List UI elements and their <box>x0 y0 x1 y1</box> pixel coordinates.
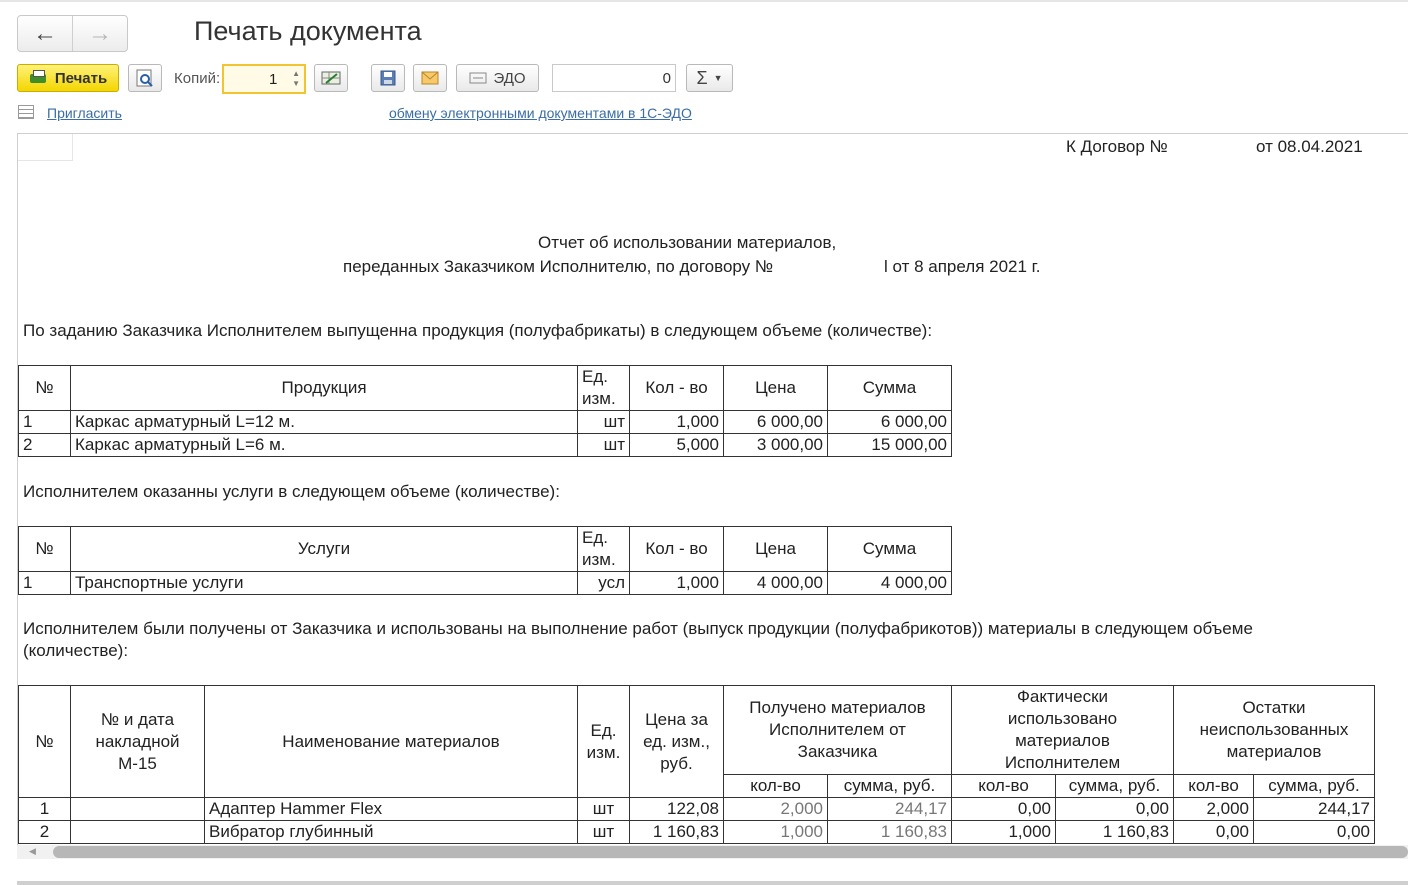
row-used-sum: 1 160,83 <box>1056 821 1174 844</box>
navigation-buttons <box>17 15 128 52</box>
save-button[interactable] <box>371 64 405 92</box>
subheader-rest-sum: сумма, руб. <box>1254 775 1375 798</box>
header-received-line3: Заказчика <box>797 742 878 761</box>
header-no: № <box>19 686 71 798</box>
row-no: 1 <box>19 572 71 595</box>
table-row <box>19 572 952 595</box>
header-used-line2: использовано <box>1007 709 1118 728</box>
header-qty: Кол - во <box>630 527 724 572</box>
row-received-sum: 1 160,83 <box>828 821 952 844</box>
report-heading-line2-date: l от 8 апреля 2021 г. <box>884 257 1041 276</box>
row-sum: 4 000,00 <box>828 572 952 595</box>
copies-input[interactable] <box>222 64 306 94</box>
horizontal-scrollbar[interactable] <box>17 845 1408 859</box>
row-name: Транспортные услуги <box>71 572 578 595</box>
sum-field[interactable]: 0 <box>552 64 676 92</box>
report-heading-line1: Отчет об использовании материалов, <box>538 233 837 252</box>
header-services: Услуги <box>71 527 578 572</box>
header-product: Продукция <box>71 366 578 411</box>
contract-reference: К Договор № <box>1066 137 1168 156</box>
subheader-received-sum: сумма, руб. <box>828 775 952 798</box>
paragraph-materials-line2: (количестве): <box>23 641 129 660</box>
row-qty: 1,000 <box>630 572 724 595</box>
sum-menu-button[interactable] <box>686 64 733 92</box>
floppy-disk-icon <box>380 70 396 86</box>
print-button-label: Печать <box>54 69 108 87</box>
row-sum: 15 000,00 <box>828 434 952 457</box>
row-used-sum: 0,00 <box>1056 798 1174 821</box>
sigma-icon: Σ <box>696 67 708 88</box>
row-price: 1 160,83 <box>630 821 724 844</box>
row-no: 1 <box>19 411 71 434</box>
table-header-row <box>19 366 952 411</box>
header-sum: Сумма <box>828 527 952 572</box>
table-header-row <box>19 527 952 572</box>
row-price: 3 000,00 <box>724 434 828 457</box>
row-unit: шт <box>578 798 630 821</box>
page-title: Печать документа <box>194 16 422 46</box>
row-unit: усл <box>578 572 630 595</box>
header-unit-line2: изм. <box>582 550 616 569</box>
subheader-received-qty: кол-во <box>724 775 828 798</box>
envelope-icon <box>421 71 439 85</box>
header-material-name: Наименование материалов <box>205 686 578 798</box>
row-received-sum: 244,17 <box>828 798 952 821</box>
subheader-used-sum: сумма, руб. <box>1056 775 1174 798</box>
row-used-qty: 0,00 <box>952 798 1056 821</box>
row-rest-qty: 0,00 <box>1174 821 1254 844</box>
table-row <box>19 434 952 457</box>
header-unit: Ед. <box>582 367 608 386</box>
scrollbar-thumb[interactable] <box>53 846 1408 858</box>
dropdown-icon: ▼ <box>713 73 723 83</box>
paragraph-materials: Исполнителем были получены от Заказчика и использованы на выполнение работ (выпуск продукции (полуфабрикотов)) материалы в следующем объеме <box>23 619 1253 638</box>
row-name: Каркас арматурный L=12 м. <box>71 411 578 434</box>
invite-icon <box>18 105 34 119</box>
spinner-icon[interactable]: ▲ ▼ <box>292 69 300 88</box>
back-arrow-icon[interactable]: ← <box>33 19 57 47</box>
header-price-line2: ед. изм., <box>643 731 710 751</box>
printer-icon <box>29 70 47 86</box>
row-rest-sum: 0,00 <box>1254 821 1375 844</box>
header-waybill-line2: накладной <box>95 731 180 751</box>
header-price: Цена <box>724 527 828 572</box>
edit-table-icon <box>321 70 341 86</box>
edo-button[interactable] <box>456 64 539 92</box>
header-waybill: № и дата <box>100 709 175 729</box>
report-heading-line2: переданных Заказчиком Исполнителю, по договору № <box>343 257 774 276</box>
window-top-border <box>0 0 1408 2</box>
paragraph-products: По заданию Заказчика Исполнителем выпущенна продукция (полуфабрикаты) в следующем объеме (количестве): <box>23 321 933 340</box>
send-email-button[interactable] <box>413 64 447 92</box>
contract-date: от 08.04.2021 <box>1256 137 1363 156</box>
subheader-used-qty: кол-во <box>952 775 1056 798</box>
table-row <box>19 798 1375 821</box>
header-no: № <box>19 527 71 572</box>
materials-table <box>18 685 1375 844</box>
header-received-line2: Исполнителем от <box>769 720 906 739</box>
header-no: № <box>19 366 71 411</box>
edo-exchange-link[interactable]: обмену электронными документами в 1С-ЭДО <box>389 105 692 121</box>
header-used-line3: материалов <box>1015 731 1110 750</box>
document-corner-cell <box>18 134 73 161</box>
row-unit: шт <box>578 821 630 844</box>
table-row <box>19 411 952 434</box>
window-bottom-border <box>17 881 1408 885</box>
row-name: Каркас арматурный L=6 м. <box>71 434 578 457</box>
header-used: Фактически <box>1016 687 1109 706</box>
row-rest-qty: 2,000 <box>1174 798 1254 821</box>
copies-value: 1 <box>269 71 278 88</box>
row-no: 2 <box>19 434 71 457</box>
row-name: Вибратор глубинный <box>205 821 578 844</box>
header-used-line4: Исполнителем <box>1004 753 1121 772</box>
header-unit-line2: изм. <box>582 389 616 408</box>
row-received-qty: 2,000 <box>724 798 828 821</box>
services-table <box>18 526 952 595</box>
row-qty: 1,000 <box>630 411 724 434</box>
header-unit: Ед. <box>590 720 617 740</box>
row-price: 122,08 <box>630 798 724 821</box>
row-unit: шт <box>578 411 630 434</box>
header-rest-line2: неиспользованных <box>1199 720 1349 739</box>
row-no: 1 <box>19 798 71 821</box>
header-qty: Кол - во <box>630 366 724 411</box>
subheader-rest-qty: кол-во <box>1174 775 1254 798</box>
row-qty: 5,000 <box>630 434 724 457</box>
header-received: Получено материалов <box>749 698 926 717</box>
row-unit: шт <box>578 434 630 457</box>
print-button[interactable] <box>17 64 119 92</box>
header-sum: Сумма <box>828 366 952 411</box>
forward-arrow-icon[interactable]: → <box>72 16 127 51</box>
header-rest: Остатки <box>1242 698 1306 717</box>
header-unit: Ед. <box>582 528 608 547</box>
document-area[interactable] <box>17 133 1408 845</box>
header-unit-line2: изм. <box>586 742 621 762</box>
invite-link[interactable]: Пригласить <box>47 105 122 121</box>
preview-magnifier-icon <box>136 69 154 87</box>
header-price: Цена <box>724 366 828 411</box>
header-price-line3: руб. <box>660 753 693 773</box>
header-price: Цена за <box>645 709 708 729</box>
scroll-left-icon[interactable]: ◀ <box>29 846 36 856</box>
edo-icon <box>469 72 487 84</box>
row-sum: 6 000,00 <box>828 411 952 434</box>
row-waybill <box>71 821 205 844</box>
table-header-row <box>19 686 1375 775</box>
row-used-qty: 1,000 <box>952 821 1056 844</box>
row-rest-sum: 244,17 <box>1254 798 1375 821</box>
table-row <box>19 821 1375 844</box>
row-price: 6 000,00 <box>724 411 828 434</box>
preview-button[interactable] <box>128 64 162 92</box>
paragraph-services: Исполнителем оказанны услуги в следующем объеме (количестве): <box>23 482 560 501</box>
row-price: 4 000,00 <box>724 572 828 595</box>
header-rest-line3: материалов <box>1226 742 1322 761</box>
products-table <box>18 365 952 457</box>
edo-button-label: ЭДО <box>493 69 526 87</box>
header-waybill-line3: М-15 <box>118 753 157 773</box>
row-name: Адаптер Hammer Flex <box>205 798 578 821</box>
row-no: 2 <box>19 821 71 844</box>
row-waybill <box>71 798 205 821</box>
edit-mode-button[interactable] <box>314 64 348 92</box>
copies-label: Копий: <box>174 70 221 87</box>
row-received-qty: 1,000 <box>724 821 828 844</box>
